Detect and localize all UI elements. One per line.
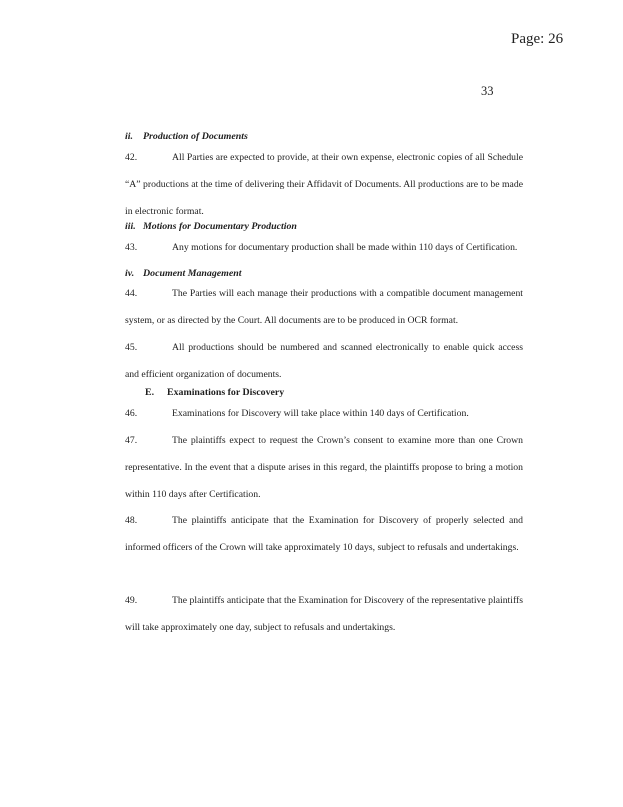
numbered-paragraph-46 <box>125 400 523 427</box>
section-heading-examinations-for-discovery <box>145 386 543 399</box>
paragraph-number: 44. <box>125 288 138 299</box>
paragraph-text: All Parties are expected to provide, at their own expense, electronic copies of all Schedule “A” productions at the time of delivering their Affidavit of Documents. All productions are to be made in electronic format. <box>125 152 523 217</box>
paragraph-text: All productions should be numbered and scanned electronically to enable quick access and efficient organization of documents. <box>125 342 523 380</box>
section-heading-label: ii. <box>125 131 133 142</box>
section-heading-title: Examinations for Discovery <box>167 387 285 398</box>
paragraph-text: The plaintiffs expect to request the Crown’s consent to examine more than one Crown representative. In the event that a dispute arises in this regard, the plaintiffs propose to bring a motion within 110 days after Certification. <box>125 435 523 500</box>
paragraph-number: 43. <box>125 242 138 253</box>
paragraph-number: 47. <box>125 435 138 446</box>
section-heading-document-management <box>125 267 523 280</box>
section-heading-title: Document Management <box>143 268 242 279</box>
section-heading-production-of-documents <box>125 130 523 143</box>
paragraph-number: 46. <box>125 408 138 419</box>
section-heading-title: Motions for Documentary Production <box>143 221 297 232</box>
paragraph-number: 48. <box>125 515 138 526</box>
numbered-paragraph-45 <box>125 334 523 388</box>
numbered-paragraph-48 <box>125 507 523 561</box>
paragraph-number: 45. <box>125 342 138 353</box>
print-header-page-label: Page: 26 <box>511 31 564 47</box>
document-page-number: 33 <box>481 84 494 98</box>
numbered-paragraph-47 <box>125 427 523 508</box>
section-heading-label: iv. <box>125 268 135 279</box>
paragraph-number: 49. <box>125 595 138 606</box>
numbered-paragraph-43 <box>125 234 523 261</box>
numbered-paragraph-49 <box>125 587 523 641</box>
document-body <box>125 0 523 807</box>
section-heading-label: E. <box>145 387 155 398</box>
section-heading-motions-for-documentary-production <box>125 220 523 233</box>
numbered-paragraph-44 <box>125 280 523 334</box>
paragraph-text: The Parties will each manage their productions with a compatible document management system, or as directed by the Court. All documents are to be produced in OCR format. <box>125 288 523 326</box>
section-heading-label: iii. <box>125 221 136 232</box>
paragraph-text: Any motions for documentary production shall be made within 110 days of Certification. <box>172 242 518 253</box>
paragraph-text: Examinations for Discovery will take place within 140 days of Certification. <box>172 408 469 419</box>
paragraph-text: The plaintiffs anticipate that the Examination for Discovery of properly selected and informed officers of the Crown will take approximately 10 days, subject to refusals and undertakings. <box>125 515 523 553</box>
section-heading-title: Production of Documents <box>143 131 248 142</box>
paragraph-number: 42. <box>125 152 138 163</box>
numbered-paragraph-42 <box>125 144 523 225</box>
paragraph-text: The plaintiffs anticipate that the Examination for Discovery of the representative plaintiffs will take approximately one day, subject to refusals and undertakings. <box>125 595 523 633</box>
